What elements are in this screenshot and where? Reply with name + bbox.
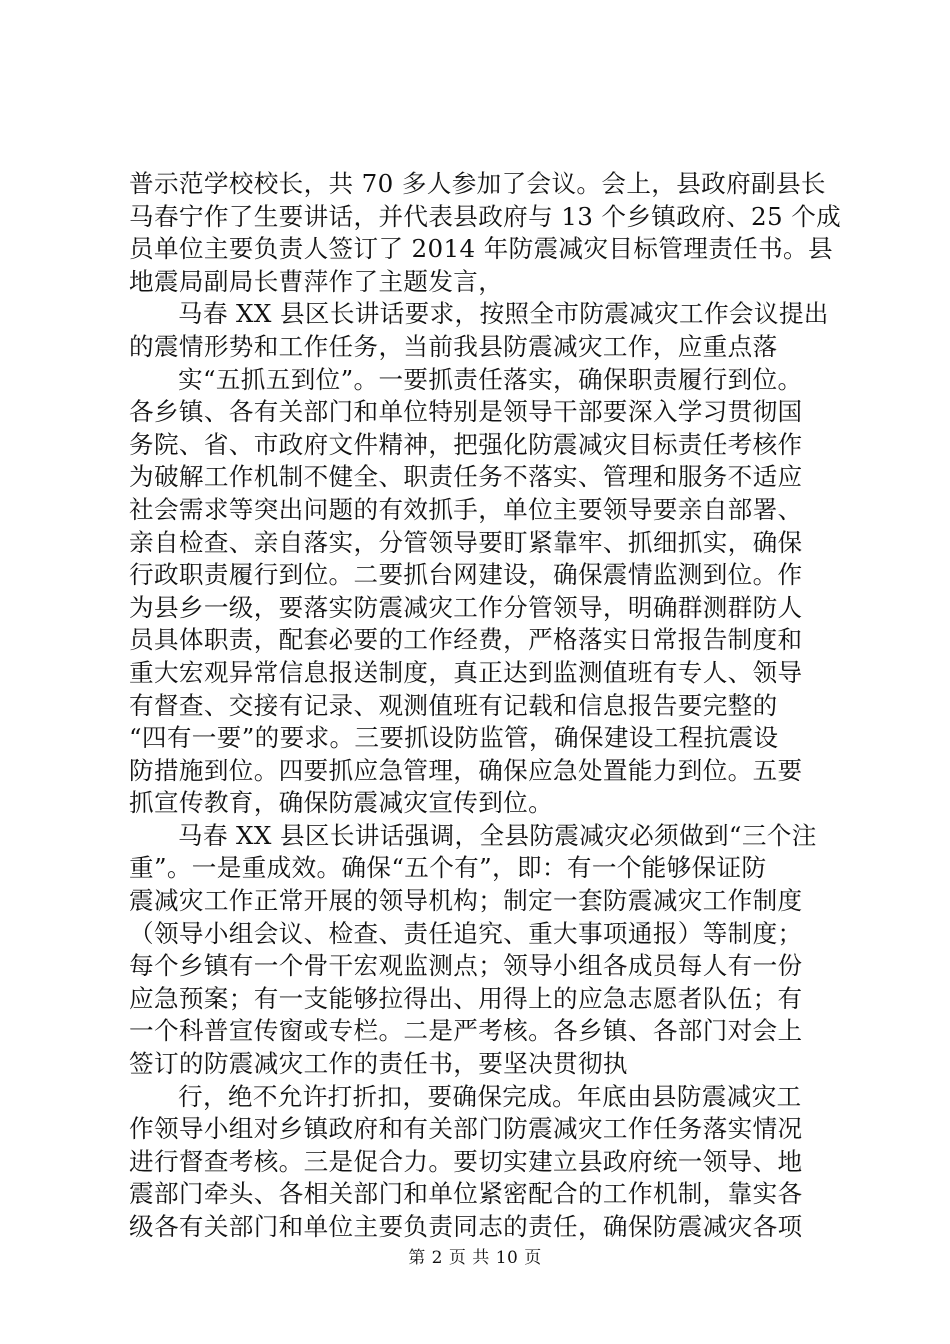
text-line: “四有一要”的要求。三要抓设防监管，确保建设工程抗震设 [129,723,779,753]
text-line: 务院、省、市政府文件精神，把强化防震减灾目标责任考核作 [129,429,803,459]
text-line: 的震情形势和工作任务，当前我县防震减灾工作，应重点落 [129,331,778,361]
text-line: 重大宏观异常信息报送制度，真正达到监测值班有专人、领导 [129,657,803,687]
text-line: 进行督查考核。三是促合力。要切实建立县政府统一领导、地 [129,1146,803,1176]
text-line: 员单位主要负责人签订了 2014 年防震减灾目标管理责任书。县 [129,234,833,264]
text-line: 马春宁作了生要讲话，并代表县政府与 13 个乡镇政府、25 个成 [129,201,842,231]
text-line: 每个乡镇有一个骨干宏观监测点；领导小组各成员每人有一份 [129,951,803,981]
text-line: 马春 XX 县区长讲话强调，全县防震减灾必须做到“三个注 [178,820,817,850]
text-line: 社会需求等突出问题的有效抓手，单位主要领导要亲自部署、 [129,494,803,524]
text-line: 震减灾工作正常开展的领导机构；制定一套防震减灾工作制度 [129,886,803,916]
text-line: 一个科普宣传窗或专栏。二是严考核。各乡镇、各部门对会上 [129,1016,803,1046]
text-line: 马春 XX 县区长讲话要求，按照全市防震减灾工作会议提出 [178,299,829,329]
text-line: 亲自检查、亲自落实，分管领导要盯紧靠牢、抓细抓实，确保 [129,527,803,557]
text-line: 防措施到位。四要抓应急管理，确保应急处置能力到位。五要 [129,755,803,785]
document-body [129,168,849,1244]
text-line: 员具体职责，配套必要的工作经费，严格落实日常报告制度和 [129,625,803,655]
text-line: 重”。一是重成效。确保“五个有”，即：有一个能够保证防 [129,853,767,883]
text-line: 普示范学校校长，共 70 多人参加了会议。会上，县政府副县长 [129,169,826,198]
text-line: （领导小组会议、检查、责任追究、重大事项通报）等制度； [129,918,803,948]
text-line: 地震局副局长曹萍作了主题发言， [129,266,504,296]
text-line: 震部门牵头、各相关部门和单位紧密配合的工作机制，靠实各 [129,1179,803,1209]
page-footer: 第 2 页 共 10 页 [408,1248,542,1268]
text-line: 抓宣传教育，确保防震减灾宣传到位。 [129,788,554,818]
text-line: 有督查、交接有记录、观测值班有记载和信息报告要完整的 [129,690,778,720]
text-line: 行政职责履行到位。二要抓台网建设，确保震情监测到位。作 [129,560,803,590]
text-line: 为县乡一级，要落实防震减灾工作分管领导，明确群测群防人 [129,592,803,622]
text-line: 各乡镇、各有关部门和单位特别是领导干部要深入学习贯彻国 [129,397,803,427]
text-line: 实“五抓五到位”。一要抓责任落实，确保职责履行到位。 [178,364,803,394]
text-line: 作领导小组对乡镇政府和有关部门防震减灾工作任务落实情况 [129,1114,803,1144]
text-line: 行，绝不允许打折扣，要确保完成。年底由县防震减灾工 [178,1081,802,1111]
text-line: 签订的防震减灾工作的责任书，要坚决贯彻执 [129,1049,628,1079]
text-line: 应急预案；有一支能够拉得出、用得上的应急志愿者队伍；有 [129,983,803,1013]
text-line: 级各有关部门和单位主要负责同志的责任，确保防震减灾各项 [129,1212,803,1241]
text-line: 为破解工作机制不健全、职责任务不落实、管理和服务不适应 [129,462,803,492]
